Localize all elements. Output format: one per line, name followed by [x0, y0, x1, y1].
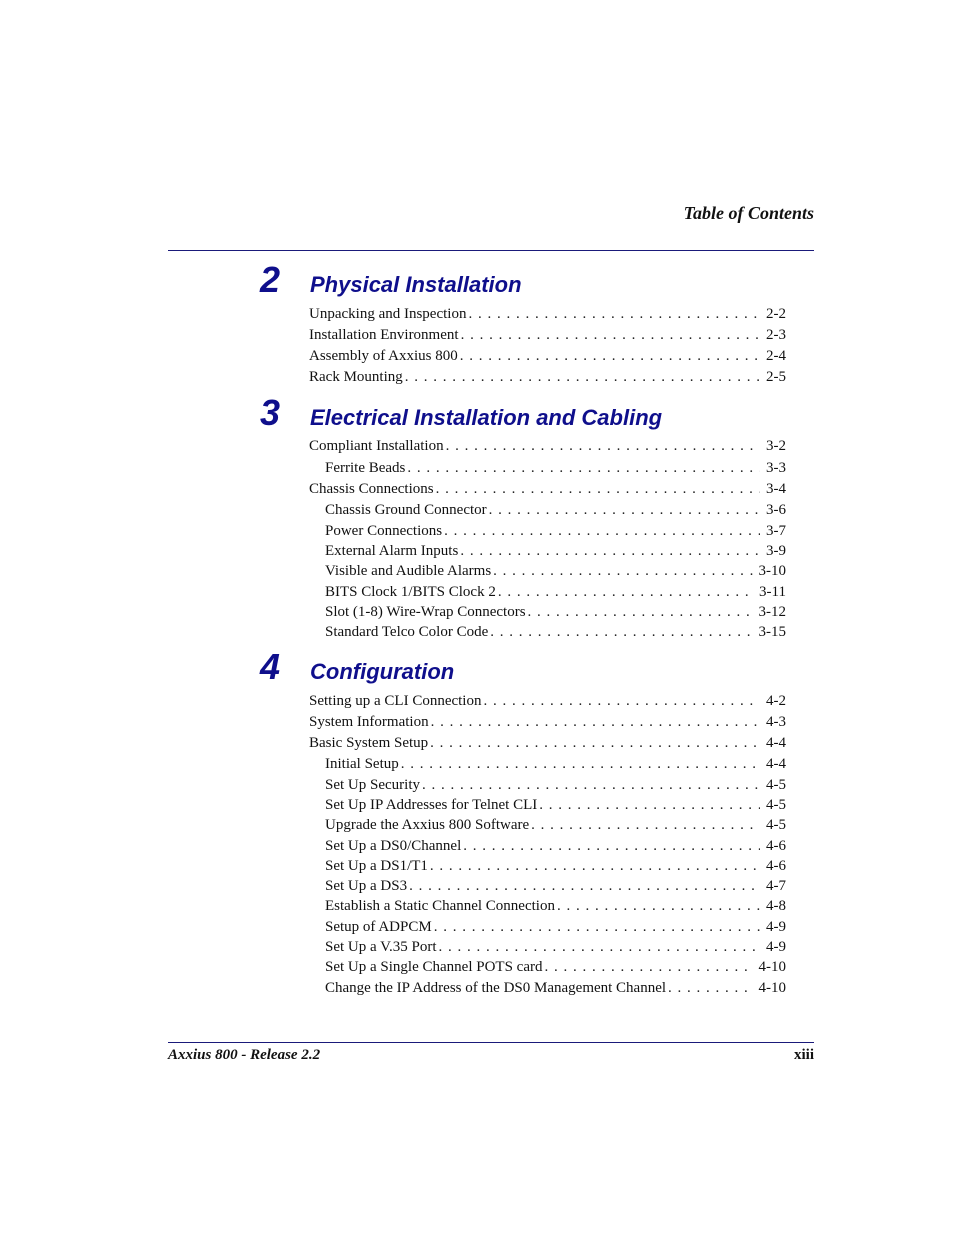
- header-rule: [168, 250, 814, 251]
- dot-leader: [409, 876, 760, 896]
- chapter-number: 3: [260, 392, 281, 433]
- page-number: xiii: [793, 1047, 814, 1063]
- toc-entry[interactable]: [325, 775, 786, 795]
- toc-entry[interactable]: [309, 712, 786, 732]
- dot-leader: [460, 541, 760, 561]
- entry-page: 2-2: [766, 306, 786, 322]
- dot-leader: [431, 712, 760, 732]
- entry-title: Compliant Installation: [309, 438, 444, 454]
- entry-page: 3-6: [766, 502, 786, 518]
- dot-leader: [463, 836, 760, 856]
- toc-entry[interactable]: [309, 304, 786, 324]
- toc-entry[interactable]: [325, 836, 786, 856]
- entry-page: 2-5: [766, 369, 786, 385]
- toc-entry[interactable]: [325, 458, 786, 478]
- chapter-number: 2: [260, 259, 281, 300]
- entry-title: Installation Environment: [309, 327, 459, 343]
- entry-title: Initial Setup: [325, 756, 399, 772]
- entry-page: 4-4: [766, 735, 786, 751]
- toc-entry[interactable]: [309, 691, 786, 711]
- entry-page: 3-3: [766, 460, 786, 476]
- entry-page: 3-11: [759, 584, 786, 600]
- chapter-title[interactable]: Physical Installation: [310, 272, 522, 297]
- dot-leader: [422, 775, 760, 795]
- dot-leader: [444, 521, 760, 541]
- dot-leader: [405, 367, 760, 387]
- entry-page: 3-4: [766, 481, 786, 497]
- entry-title: Establish a Static Channel Connection: [325, 898, 555, 914]
- entry-title: BITS Clock 1/BITS Clock 2: [325, 584, 496, 600]
- entry-page: 3-2: [766, 438, 786, 454]
- page-header-title: Table of Contents: [683, 203, 814, 223]
- dot-leader: [557, 896, 760, 916]
- toc-entry[interactable]: [325, 795, 786, 815]
- toc-entry[interactable]: [309, 325, 786, 345]
- entry-page: 3-9: [766, 543, 786, 559]
- dot-leader: [531, 815, 760, 835]
- entry-title: Set Up IP Addresses for Telnet CLI: [325, 797, 538, 813]
- entry-title: Visible and Audible Alarms: [325, 563, 492, 579]
- toc-entry[interactable]: [325, 978, 786, 998]
- toc-entry[interactable]: [325, 602, 786, 622]
- dot-leader: [498, 582, 753, 602]
- toc-entry[interactable]: [325, 521, 786, 541]
- dot-leader: [490, 622, 752, 642]
- entry-title: Power Connections: [325, 523, 443, 539]
- toc-entry[interactable]: [309, 733, 786, 753]
- chapter-number: 4: [260, 646, 281, 687]
- dot-leader: [434, 917, 760, 937]
- dot-leader: [439, 937, 760, 957]
- toc-entry[interactable]: [325, 622, 786, 642]
- entry-page: 3-12: [758, 604, 786, 620]
- toc-entry[interactable]: [325, 876, 786, 896]
- toc-entry[interactable]: [309, 346, 786, 366]
- toc-entry[interactable]: [325, 541, 786, 561]
- entry-title: External Alarm Inputs: [325, 543, 459, 559]
- dot-leader: [436, 479, 760, 499]
- toc-entry[interactable]: [309, 479, 786, 499]
- entry-page: 4-9: [766, 939, 786, 955]
- entry-page: 4-7: [766, 878, 786, 894]
- entry-page: 3-10: [758, 563, 786, 579]
- dot-leader: [493, 561, 752, 581]
- entry-page: 3-7: [766, 523, 786, 539]
- toc-entry[interactable]: [325, 754, 786, 774]
- toc-entry[interactable]: [325, 561, 786, 581]
- dot-leader: [430, 856, 760, 876]
- entry-page: 3-15: [758, 624, 786, 640]
- dot-leader: [668, 978, 752, 998]
- entry-page: 4-6: [766, 858, 786, 874]
- dot-leader: [489, 500, 760, 520]
- dot-leader: [461, 325, 760, 345]
- entry-page: 4-5: [766, 817, 786, 833]
- entry-title: Unpacking and Inspection: [309, 306, 467, 322]
- entry-title: Basic System Setup: [309, 735, 429, 751]
- dot-leader: [460, 346, 760, 366]
- dot-leader: [446, 436, 760, 456]
- entry-title: Standard Telco Color Code: [325, 624, 489, 640]
- entry-title: Change the IP Address of the DS0 Management Channel: [325, 980, 667, 996]
- entry-page: 4-6: [766, 838, 786, 854]
- entry-page: 4-5: [766, 797, 786, 813]
- entry-title: Ferrite Beads: [325, 460, 406, 476]
- entry-page: 2-3: [766, 327, 786, 343]
- entry-title: Set Up a DS1/T1: [325, 858, 428, 874]
- entry-page: 2-4: [766, 348, 786, 364]
- chapter-title[interactable]: Configuration: [310, 659, 455, 684]
- entry-title: Set Up a DS3: [325, 878, 408, 894]
- entry-page: 4-10: [758, 980, 786, 996]
- entry-page: 4-10: [758, 959, 786, 975]
- entry-page: 4-3: [766, 714, 786, 730]
- entry-page: 4-5: [766, 777, 786, 793]
- entry-title: Chassis Ground Connector: [325, 502, 487, 518]
- dot-leader: [430, 733, 760, 753]
- entry-page: 4-4: [766, 756, 786, 772]
- toc-entry[interactable]: [309, 436, 786, 456]
- toc-entry[interactable]: [325, 937, 786, 957]
- toc-entry[interactable]: [325, 856, 786, 876]
- entry-title: Assembly of Axxius 800: [309, 348, 458, 364]
- entry-title: Chassis Connections: [309, 481, 434, 497]
- dot-leader: [483, 691, 760, 711]
- entry-page: 4-8: [766, 898, 786, 914]
- entry-title: System Information: [309, 714, 429, 730]
- entry-page: 4-2: [766, 693, 786, 709]
- entry-title: Set Up a Single Channel POTS card: [325, 959, 543, 975]
- dot-leader: [468, 304, 760, 324]
- entry-title: Slot (1-8) Wire-Wrap Connectors: [325, 604, 526, 620]
- dot-leader: [528, 602, 753, 622]
- toc-entry[interactable]: [325, 896, 786, 916]
- footer-rule: [168, 1042, 814, 1043]
- entry-title: Upgrade the Axxius 800 Software: [325, 817, 530, 833]
- entry-title: Set Up a V.35 Port: [325, 939, 437, 955]
- dot-leader: [544, 957, 752, 977]
- toc-entry[interactable]: [309, 367, 786, 387]
- toc-entry[interactable]: [325, 917, 786, 937]
- entry-title: Set Up a DS0/Channel: [325, 838, 462, 854]
- toc-entry[interactable]: [325, 815, 786, 835]
- entry-title: Setting up a CLI Connection: [309, 693, 482, 709]
- entry-page: 4-9: [766, 919, 786, 935]
- entry-title: Setup of ADPCM: [325, 919, 432, 935]
- chapter-title[interactable]: Electrical Installation and Cabling: [310, 405, 663, 430]
- entry-title: Rack Mounting: [309, 369, 403, 385]
- toc-entry[interactable]: [325, 500, 786, 520]
- footer-document-title: Axxius 800 - Release 2.2: [168, 1047, 321, 1063]
- dot-leader: [407, 458, 760, 478]
- dot-leader: [539, 795, 760, 815]
- toc-entry[interactable]: [325, 957, 786, 977]
- entry-title: Set Up Security: [325, 777, 420, 793]
- dot-leader: [401, 754, 760, 774]
- toc-entry[interactable]: [325, 582, 786, 602]
